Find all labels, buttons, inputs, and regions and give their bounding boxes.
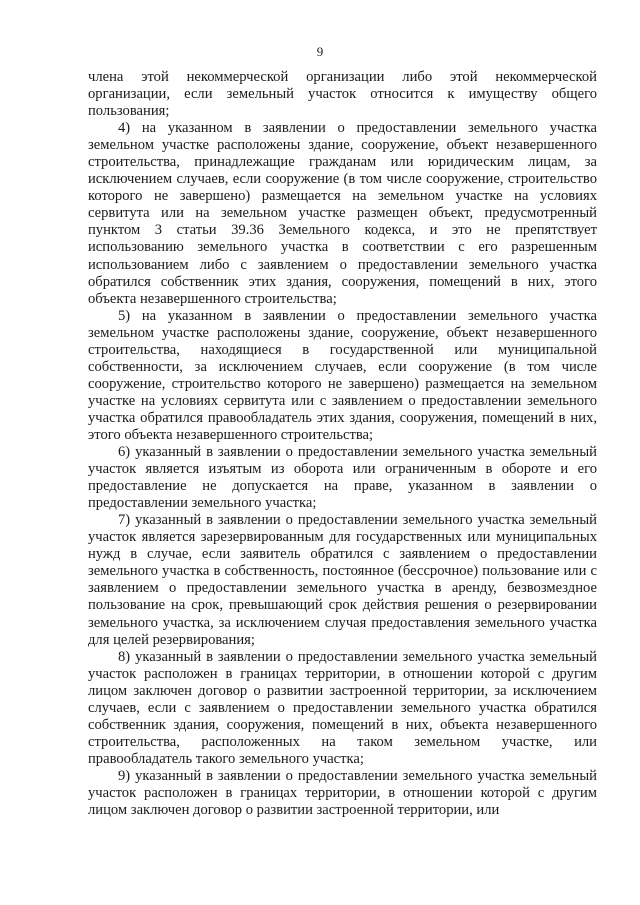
paragraph-item-8: 8) указанный в заявлении о предоставлении земельного участка земельный участок расположен в границах территории, в отношении которой с другим лицом заключен договор о развитии застроенной территории, за исключением случаев, если с заявлением о предоставлении земельного участка обратился собственник здания, сооружения, помещений в них, объекта незавершенного строительства, расположенных на таком земельном участке, или правообладатель такого земельного участка; [88,648,597,767]
paragraph-item-7: 7) указанный в заявлении о предоставлении земельного участка земельный участок является зарезервированным для государственных или муниципальных нужд в случае, если заявитель обратился с заявлением о предоставлении земельного участка в собственность, постоянное (бессрочное) пользование или с заявлением о предоставлении земельного участка в аренду, безвозмездное пользование на срок, превышающий срок действия решения о резервировании земельного участка, за исключением случая предоставления земельного участка для целей резервирования; [88,512,597,648]
document-body [88,69,597,819]
paragraph-item-9: 9) указанный в заявлении о предоставлении земельного участка земельный участок расположен в границах территории, в отношении которой с другим лицом заключен договор о развитии застроенной территории, или [88,767,597,819]
page-number: 9 [316,44,324,59]
paragraph-item-5: 5) на указанном в заявлении о предоставлении земельного участка земельном участке расположены здание, сооружение, объект незавершенного строительства, находящиеся в государственной или муниципальной собственности, за исключением случаев, если сооружение (в том числе сооружение, строительство которого не завершено) размещается на земельном участке на условиях сервитута или с заявлением о предоставлении земельного участка обратился правообладатель этих здания, сооружения, помещений в них, этого объекта незавершенного строительства; [88,307,597,443]
paragraph-item-6: 6) указанный в заявлении о предоставлении земельного участка земельный участок является изъятым из оборота или ограниченным в обороте и его предоставление не допускается на праве, указанном в заявлении о предоставлении земельного участка; [88,444,597,512]
paragraph-continuation: члена этой некоммерческой организации либо этой некоммерческой организации, если земельный участок относится к имуществу общего пользования; [88,69,597,120]
paragraph-item-4: 4) на указанном в заявлении о предоставлении земельного участка земельном участке расположены здание, сооружение, объект незавершенного строительства, принадлежащие гражданам или юридическим лицам, за исключением случаев, если сооружение (в том числе сооружение, строительство которого не завершено) размещается на земельном участке на условиях сервитута или на земельном участке размещен объект, предусмотренный пунктом 3 статьи 39.36 Земельного кодекса, и это не препятствует использованию земельного участка в соответствии с его разрешенным использованием либо с заявлением о предоставлении земельного участка обратился собственник этих здания, сооружения, помещений в них, этого объекта незавершенного строительства; [88,120,597,307]
